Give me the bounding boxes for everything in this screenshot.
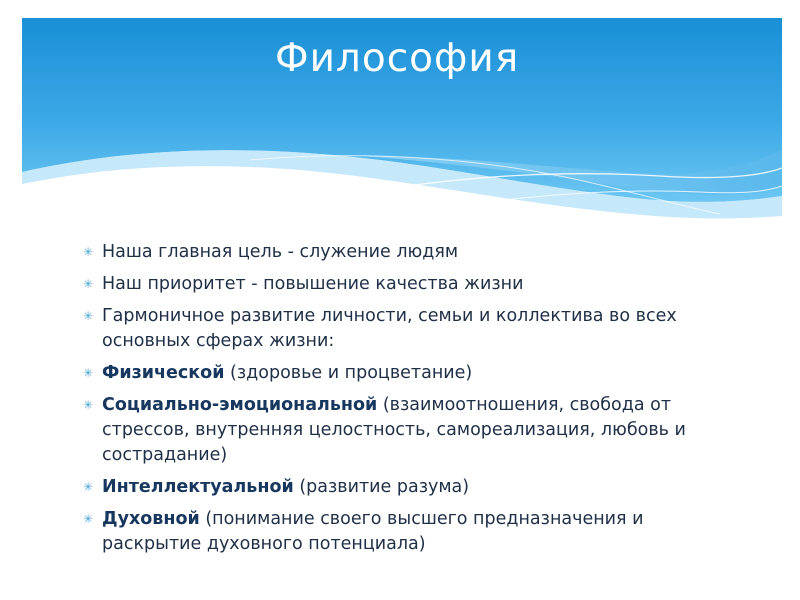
bullet-item <box>82 304 722 354</box>
bullet-item <box>82 507 722 557</box>
bullet-strong-text: Духовной <box>102 509 200 529</box>
bullet-text: (здоровье и процветание) <box>224 363 473 383</box>
asterisk-bullet-icon: ✳ <box>83 309 94 323</box>
bullet-text: (взаимоотношения, свобода от стрессов, внутренняя целостность, самореализация, любовь и сострадание) <box>102 395 686 465</box>
asterisk-bullet-icon: ✳ <box>83 245 94 259</box>
bullet-list <box>82 240 722 564</box>
asterisk-bullet-icon: ✳ <box>83 277 94 291</box>
asterisk-bullet-icon: ✳ <box>83 480 94 494</box>
bullet-text: Наш приоритет - повышение качества жизни <box>102 274 524 294</box>
bullet-strong-text: Интеллектуальной <box>102 477 294 497</box>
bullet-item <box>82 393 722 468</box>
bullet-item <box>82 361 722 386</box>
bullet-strong-text: Социально-эмоциональной <box>102 395 378 415</box>
bullet-item <box>82 240 722 265</box>
bullet-item <box>82 475 722 500</box>
bullet-strong-text: Физической <box>102 363 225 383</box>
bullet-item <box>82 272 722 297</box>
bullet-text: (понимание своего высшего предназначения и раскрытие духовного потенциала) <box>102 509 644 554</box>
bullet-text: (развитие разума) <box>293 477 470 497</box>
bullet-text: Наша главная цель - служение людям <box>102 242 459 262</box>
slide-title: Философия <box>275 36 520 81</box>
asterisk-bullet-icon: ✳ <box>83 512 94 526</box>
bullet-text: Гармоничное развитие личности, семьи и коллектива во всех основных сферах жизни: <box>102 306 677 351</box>
asterisk-bullet-icon: ✳ <box>83 398 94 412</box>
asterisk-bullet-icon: ✳ <box>83 366 94 380</box>
